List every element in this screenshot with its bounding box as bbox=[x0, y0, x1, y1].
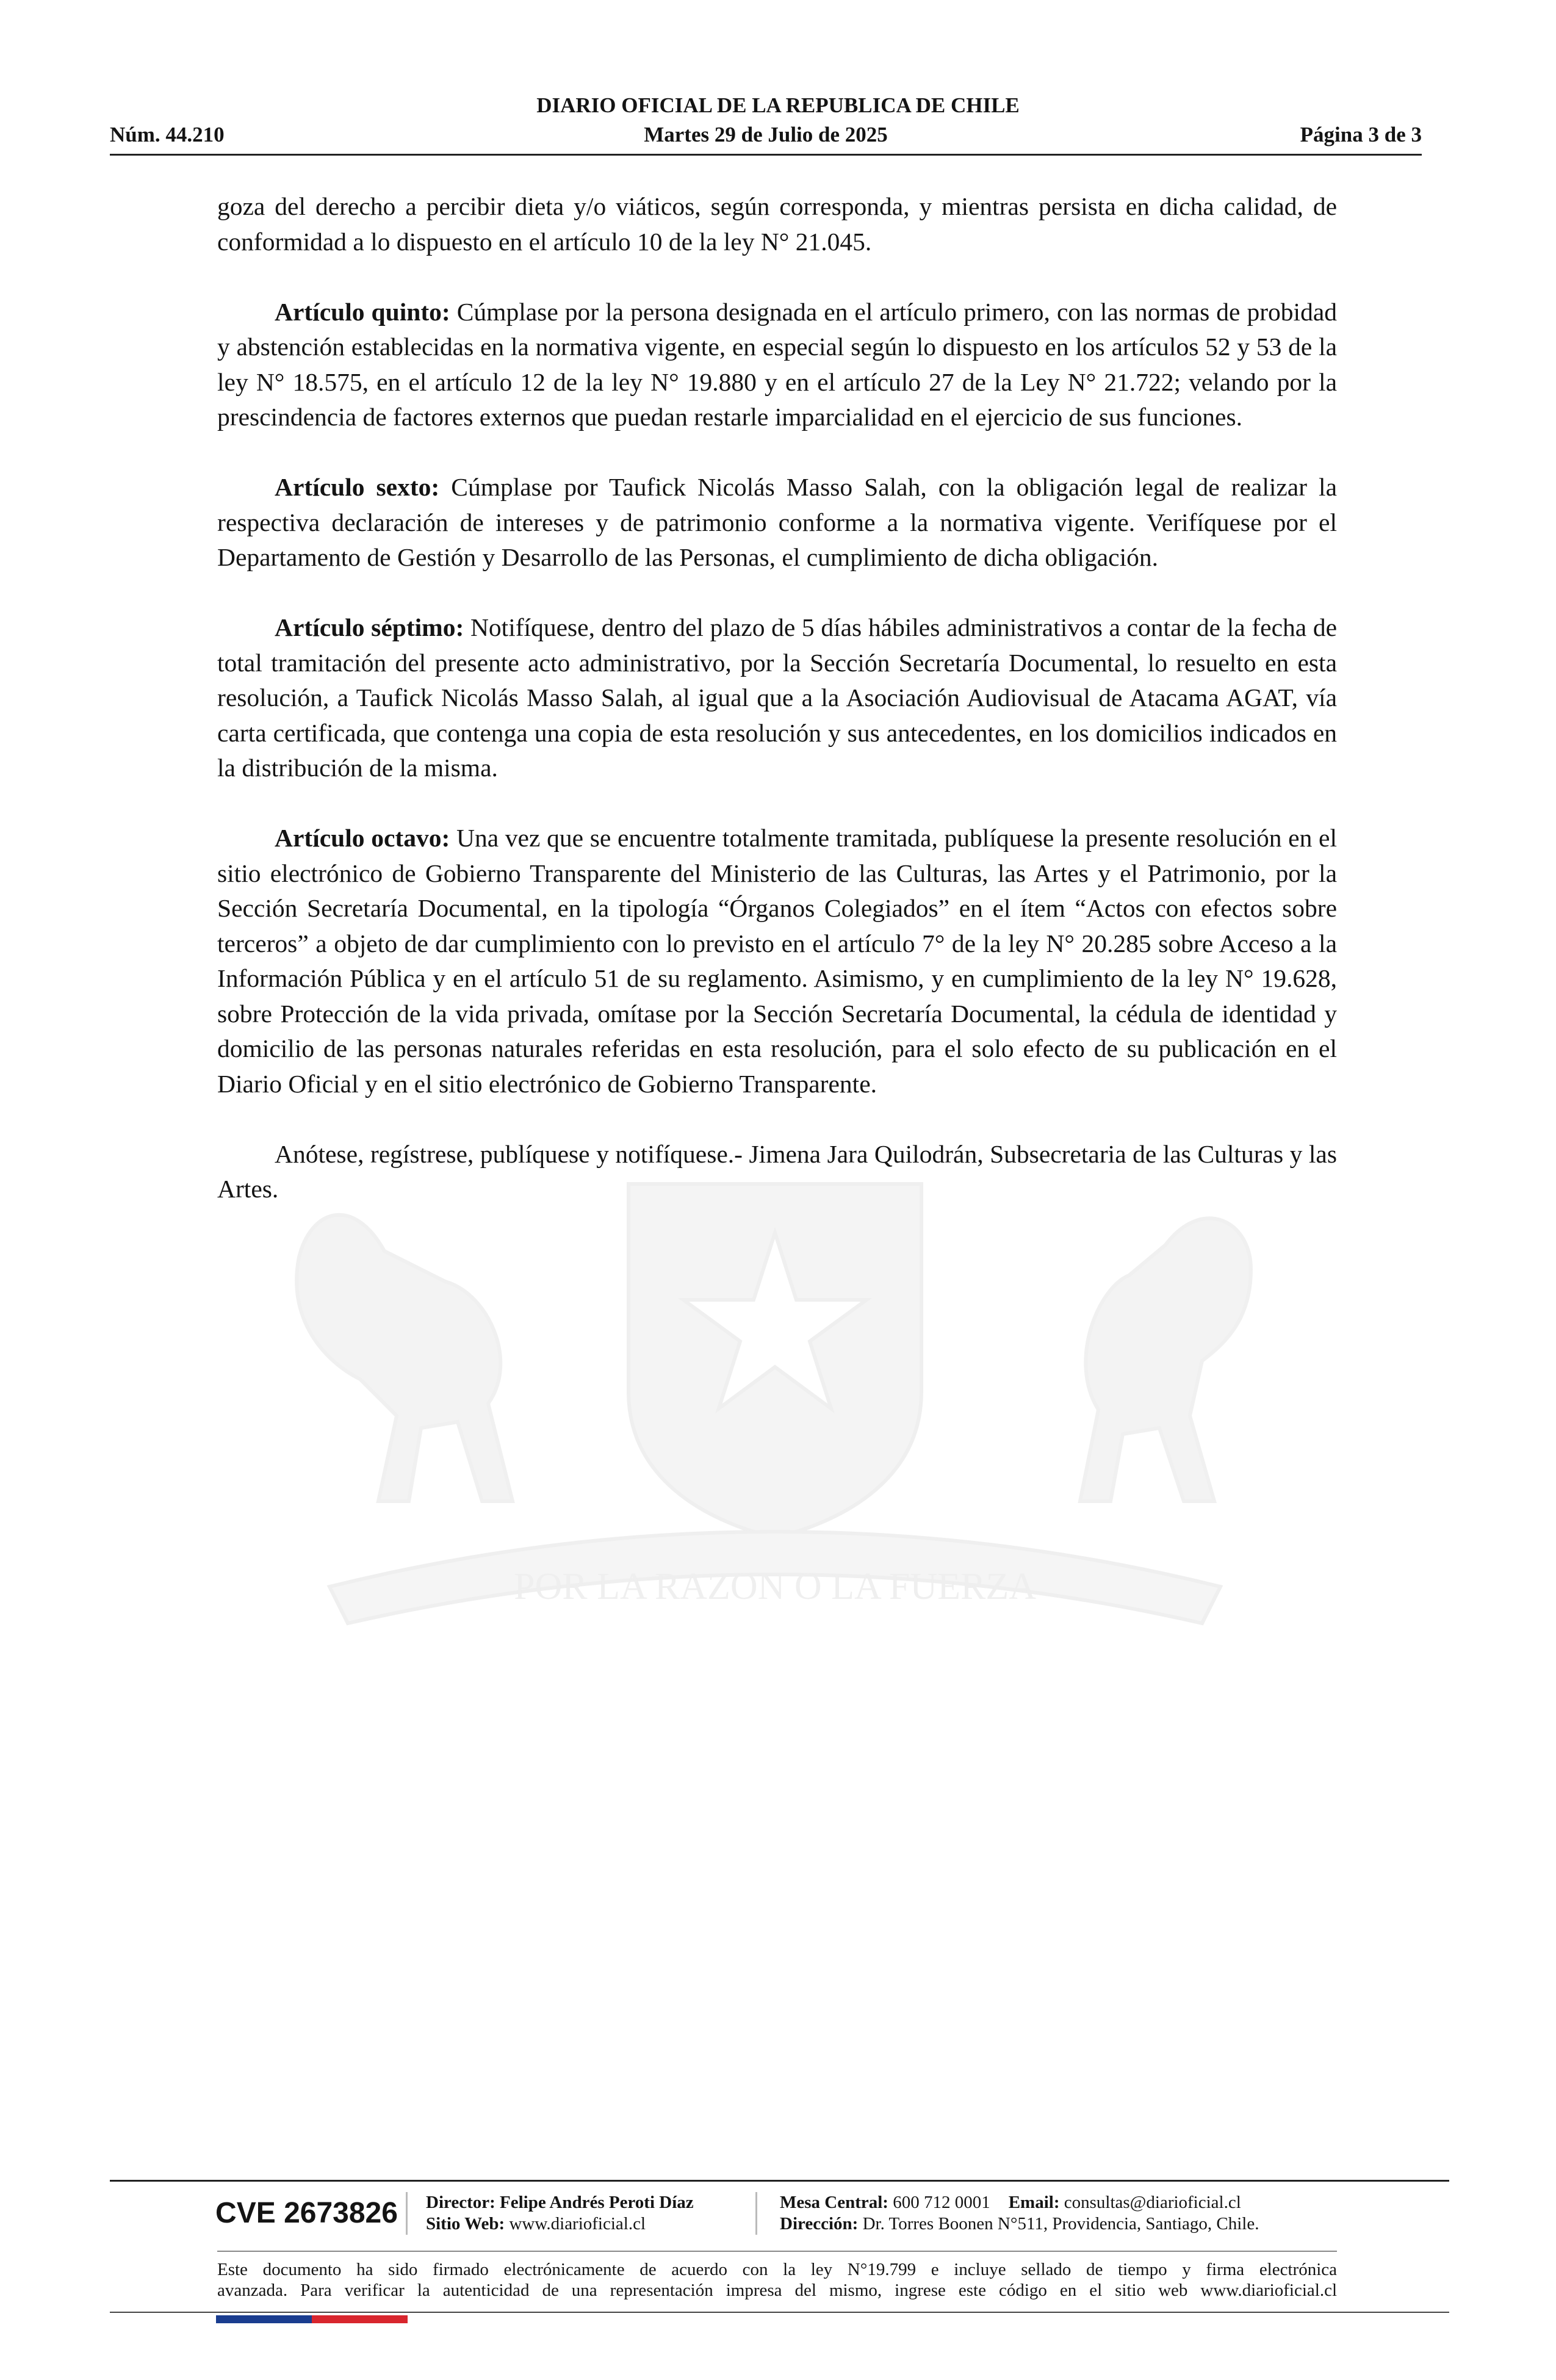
article-sixth-text: Cúmplase por Taufick Nicolás Masso Salah, con la obligación legal de realizar la respectiva declaración de intereses y de patrimonio conforme a la normativa vigente. Verifíquese por el Departamento de Gestión y Desarrollo de las Personas, el cumplimiento de dicha obligación. bbox=[217, 473, 1337, 571]
article-eighth bbox=[217, 821, 1337, 1102]
email-link[interactable]: consultas@diarioficial.cl bbox=[1059, 2193, 1241, 2212]
closing-paragraph: Anótese, regístrese, publíquese y notifíquese.- Jimena Jara Quilodrán, Subsecretaria de las Culturas y las Artes. bbox=[217, 1139, 1337, 1203]
document-body bbox=[217, 189, 1337, 1242]
signature-notice bbox=[217, 2259, 1337, 2301]
website-label: Sitio Web: bbox=[426, 2214, 505, 2234]
article-sixth bbox=[217, 470, 1337, 575]
address-value: Dr. Torres Boonen N°511, Providencia, Santiago, Chile. bbox=[858, 2214, 1259, 2234]
footer-contact-block bbox=[780, 2192, 1353, 2235]
article-seventh-text: Notifíquese, dentro del plazo de 5 días hábiles administrativos a contar de la fecha de total tramitación del presente acto administrativo, por la Sección Secretaría Documental, lo resuelto en esta resolución, a Taufick Nicolás Masso Salah, al igual que a la Asociación Audiovisual de Atacama AGAT, vía carta certificada, que contenga una copia de esta resolución y sus antecedentes, en los domicilios indicados en la distribución de la misma. bbox=[217, 613, 1337, 782]
flag-stripe-blue bbox=[216, 2315, 312, 2323]
issue-number: Núm. 44.210 bbox=[110, 123, 225, 146]
article-fifth bbox=[217, 295, 1337, 435]
issue-date: Martes 29 de Julio de 2025 bbox=[644, 123, 888, 146]
article-seventh-title: Artículo séptimo: bbox=[275, 613, 464, 641]
mesa-central-label: Mesa Central: bbox=[780, 2193, 888, 2212]
email-label: Email: bbox=[1008, 2193, 1060, 2212]
signature-notice-line-1: Este documento ha sido firmado electrónicamente de acuerdo con la ley N°19.799 e incluye sellado de tiempo y firma electrónica bbox=[217, 2260, 1337, 2279]
header-row bbox=[110, 122, 1422, 148]
article-fifth-text: Cúmplase por la persona designada en el artículo primero, con las normas de probidad y abstención establecidas en la normativa vigente, en especial según lo dispuesto en los artículos 52 y 53 de la ley N° 18.575, en el artículo 12 de la ley N° 19.880 y en el artículo 27 de la Ley N° 21.722; velando por la prescindencia de factores externos que puedan restarle imparcialidad en el ejercicio de sus funciones. bbox=[217, 297, 1337, 431]
footer-divider-bottom bbox=[110, 2312, 1449, 2313]
header-divider bbox=[110, 154, 1422, 156]
article-sixth-title: Artículo sexto: bbox=[275, 473, 440, 501]
director-label: Director: bbox=[426, 2193, 495, 2212]
signature-notice-line-2: avanzada. Para verificar la autenticidad de una representación impresa del mismo, ingrese este código en el sitio web www.diarioficial.cl bbox=[217, 2281, 1337, 2300]
cve-code: CVE 2673826 bbox=[207, 2192, 408, 2235]
publication-title: DIARIO OFICIAL DE LA REPUBLICA DE CHILE bbox=[536, 93, 1020, 117]
article-eighth-text: Una vez que se encuentre totalmente tramitada, publíquese la presente resolución en el sitio electrónico de Gobierno Transparente del Ministerio de las Culturas, las Artes y el Patrimonio, por la Sección Secretaría Documental, en la tipología “Órganos Colegiados” en el ítem “Actos con efectos sobre terceros” a objeto de dar cumplimiento con lo previsto en el artículo 7° de la ley N° 20.285 sobre Acceso a la Información Pública y en el artículo 51 de su reglamento. Asimismo, y en cumplimiento de la ley N° 19.628, sobre Protección de la vida privada, omítase por la Sección Secretaría Documental, la cédula de identidad y domicilio de las personas naturales referidas en esta resolución, para el solo efecto de su publicación en el Diario Oficial y en el sitio electrónico de Gobierno Transparente. bbox=[217, 824, 1337, 1098]
paragraph-continuation: goza del derecho a percibir dieta y/o viáticos, según corresponda, y mientras persista en dicha calidad, de conformidad a lo dispuesto en el artículo 10 de la ley N° 21.045. bbox=[217, 192, 1337, 256]
director-name: Felipe Andrés Peroti Díaz bbox=[495, 2193, 694, 2212]
watermark-motto: POR LA RAZON O LA FUERZA bbox=[513, 1566, 1037, 1607]
footer-divider-mid bbox=[217, 2251, 1337, 2252]
address-label: Dirección: bbox=[780, 2214, 859, 2234]
page-number: Página 3 de 3 bbox=[1300, 123, 1422, 146]
article-eighth-title: Artículo octavo: bbox=[275, 824, 450, 852]
footer-director-block bbox=[426, 2192, 757, 2235]
flag-stripe-red bbox=[312, 2315, 408, 2323]
website-link[interactable]: www.diarioficial.cl bbox=[505, 2214, 646, 2234]
mesa-central-phone: 600 712 0001 bbox=[888, 2193, 990, 2212]
article-seventh bbox=[217, 610, 1337, 786]
flag-stripe bbox=[216, 2315, 408, 2323]
footer-divider-top bbox=[110, 2180, 1449, 2182]
article-fifth-title: Artículo quinto: bbox=[275, 297, 450, 326]
